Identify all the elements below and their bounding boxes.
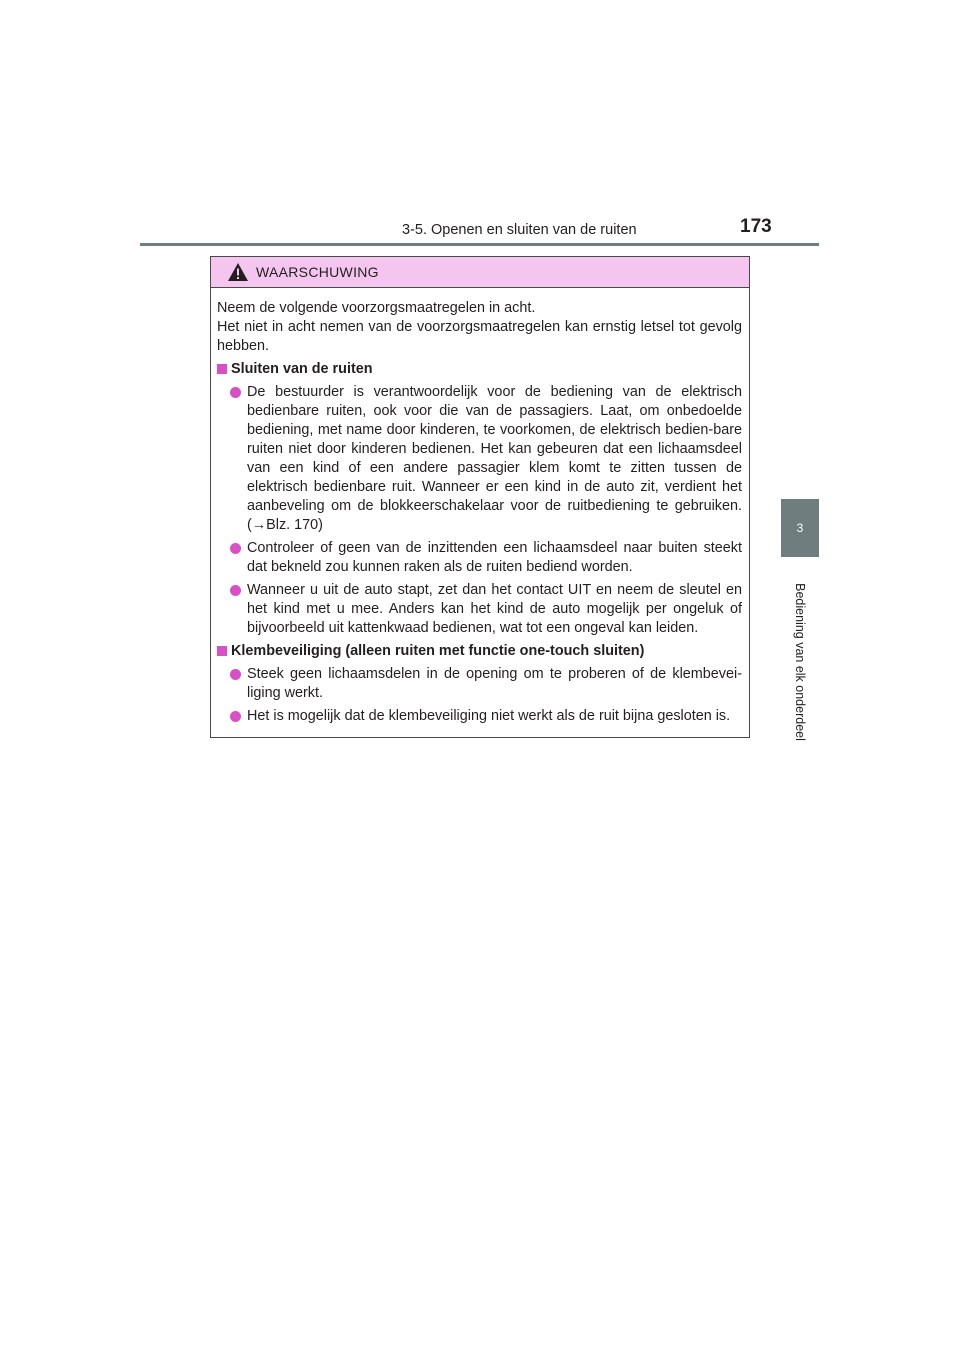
list-item <box>217 581 742 638</box>
warning-intro <box>217 299 742 356</box>
circle-bullet-icon <box>230 711 241 722</box>
intro-line: Het niet in acht nemen van de voorzorgsmaatregelen kan ernstig letsel tot gevolg hebben. <box>217 319 742 354</box>
warning-box <box>210 256 750 738</box>
chapter-number: 3 <box>796 521 804 535</box>
list-item <box>217 707 742 726</box>
section-heading-text: Sluiten van de ruiten <box>231 361 373 377</box>
warning-triangle-icon <box>227 262 249 282</box>
section-heading <box>217 642 742 661</box>
chapter-tab <box>781 499 819 557</box>
chapter-title: Bediening van elk onderdeel <box>793 583 807 741</box>
page-number: 173 <box>740 216 772 237</box>
list-item <box>217 539 742 577</box>
circle-bullet-icon <box>230 387 241 398</box>
warning-header <box>211 257 749 288</box>
list-item <box>217 665 742 703</box>
header-rule <box>140 243 819 246</box>
intro-line: Neem de volgende voorzorgsmaatregelen in acht. <box>217 300 536 316</box>
circle-bullet-icon <box>230 543 241 554</box>
list-item <box>217 383 742 535</box>
section-heading-text: Klembeveiliging (alleen ruiten met functie one-touch sluiten) <box>231 643 645 659</box>
warning-body <box>211 288 749 726</box>
list-item-text: Steek geen lichaamsdelen in de opening om te proberen of de klembevei-liging werkt. <box>247 666 742 701</box>
circle-bullet-icon <box>230 585 241 596</box>
list-item-text: Wanneer u uit de auto stapt, zet dan het contact UIT en neem de sleutel en het kind met u mee. Anders kan het kind de auto mogelijk per ongeluk of bijvoorbeeld uit kattenkwaad bedienen, wat tot een ongeval kan leiden. <box>247 582 742 636</box>
list-item-text: Het is mogelijk dat de klembeveiliging niet werkt als de ruit bijna gesloten is. <box>247 708 731 724</box>
header-section-title: 3-5. Openen en sluiten van de ruiten <box>402 222 637 238</box>
square-bullet-icon <box>217 646 227 656</box>
section-heading <box>217 360 742 379</box>
circle-bullet-icon <box>230 669 241 680</box>
list-item-text: De bestuurder is verantwoordelijk voor de bediening van de elektrisch bedienbare ruiten, ook voor die van de passagiers. Laat, om onbedoelde bediening, met name door kinderen, te voorkomen, de elektrisch bedien-bare ruiten niet door kinderen bedienen. Het kan gebeuren dat een lichaamsdeel van een kind of een andere passagier klem komt te zitten tussen de elektrisch bedienbare ruit. Wanneer er een kind in de auto zit, verdient het aanbeveling om de blokkeerschakelaar voor de ruitbediening te gebruiken. (→Blz. 170) <box>247 384 742 533</box>
warning-title: WAARSCHUWING <box>256 264 379 280</box>
square-bullet-icon <box>217 364 227 374</box>
list-item-text: Controleer of geen van de inzittenden een lichaamsdeel naar buiten steekt dat bekneld zou kunnen raken als de ruiten bediend worden. <box>247 540 742 575</box>
